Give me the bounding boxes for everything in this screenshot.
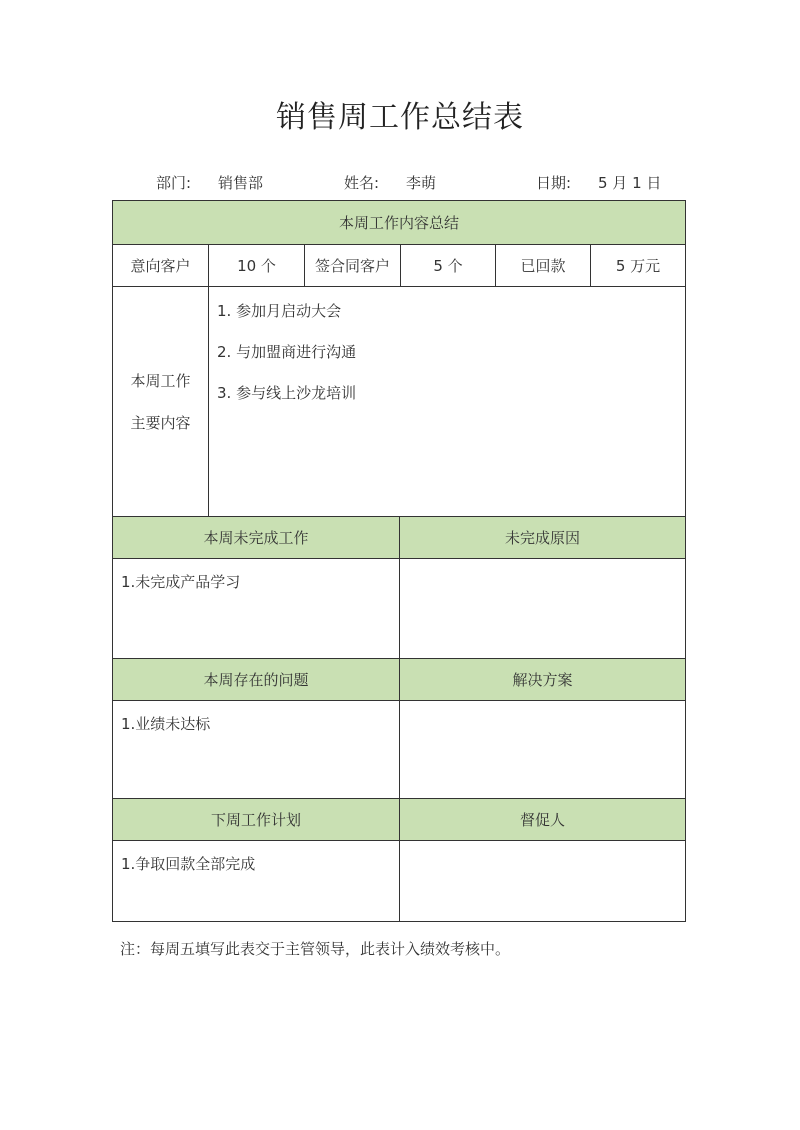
solutions-header: 解决方案 bbox=[400, 659, 685, 700]
collected-label: 已回款 bbox=[520, 257, 566, 275]
next-plan-header: 下周工作计划 bbox=[113, 799, 399, 840]
prospects-value: 10 个 bbox=[237, 257, 276, 275]
name-value: 李萌 bbox=[406, 174, 437, 192]
unfinished-header: 本周未完成工作 bbox=[113, 517, 399, 558]
date-label: 日期: bbox=[536, 174, 572, 192]
row-divider bbox=[113, 244, 685, 245]
summary-header: 本周工作内容总结 bbox=[113, 201, 685, 244]
list-item: 2. 与加盟商进行沟通 bbox=[217, 343, 357, 361]
column-divider bbox=[400, 244, 401, 286]
dept-label: 部门: bbox=[156, 174, 192, 192]
column-divider bbox=[495, 244, 496, 286]
next-plan-content: 1.争取回款全部完成 bbox=[121, 855, 256, 873]
main-work-label bbox=[113, 287, 208, 516]
page-title: 销售周工作总结表 bbox=[276, 100, 524, 135]
dept-value: 销售部 bbox=[218, 174, 264, 192]
column-divider bbox=[304, 244, 305, 286]
collected-value: 5 万元 bbox=[615, 257, 661, 275]
signed-label: 签合同客户 bbox=[314, 257, 390, 275]
list-item: 3. 参与线上沙龙培训 bbox=[217, 384, 357, 402]
footnote: 注：每周五填写此表交于主管领导，此表计入绩效考核中。 bbox=[120, 940, 511, 958]
main-work-label-line2: 主要内容 bbox=[130, 413, 191, 432]
column-divider bbox=[399, 516, 400, 922]
problems-header: 本周存在的问题 bbox=[113, 659, 399, 700]
prospects-label: 意向客户 bbox=[130, 257, 191, 275]
date-value: 5 月 1 日 bbox=[598, 174, 662, 192]
column-divider bbox=[208, 244, 209, 516]
unfinished-content: 1.未完成产品学习 bbox=[121, 573, 241, 591]
main-work-list bbox=[217, 301, 356, 424]
signed-value: 5 个 bbox=[433, 257, 463, 275]
supervisor-header: 督促人 bbox=[400, 799, 685, 840]
main-work-label-line1: 本周工作 bbox=[130, 371, 191, 390]
row-divider bbox=[113, 286, 685, 287]
column-divider bbox=[590, 244, 591, 286]
summary-form bbox=[112, 200, 686, 922]
list-item: 1. 参加月启动大会 bbox=[217, 302, 342, 320]
name-label: 姓名: bbox=[344, 174, 380, 192]
problems-content: 1.业绩未达标 bbox=[121, 715, 211, 733]
unfinished-reason-header: 未完成原因 bbox=[400, 517, 685, 558]
